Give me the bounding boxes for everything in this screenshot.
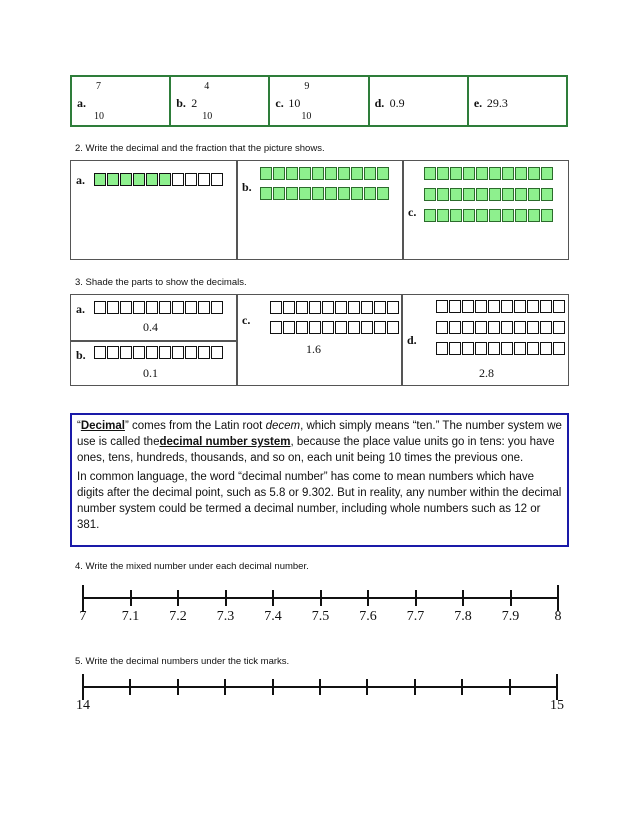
tenth-square <box>514 300 526 313</box>
tenth-square <box>133 173 145 186</box>
tenth-square <box>489 188 501 201</box>
end-tick <box>557 585 559 611</box>
denominator: 10 <box>301 111 312 122</box>
term-decimal: Decimal <box>80 420 125 432</box>
tenth-square <box>312 187 324 200</box>
whole-number: 10 <box>288 96 301 110</box>
tenth-square <box>514 342 526 355</box>
tick-mark <box>130 590 132 606</box>
info-paragraph-1: “Decimal” comes from the Latin root decem, which simply means “ten.” The number system we use is called thedecimal number system, because the place value units go in tens: you have ones, tens, hundreds, thousands, and so on, each unit being 10 times the previous one. <box>77 420 562 464</box>
tick-label: 15 <box>550 698 564 713</box>
tenth-square <box>273 187 285 200</box>
tenth-square <box>540 321 552 334</box>
tick-label: 7.4 <box>264 609 282 624</box>
divider <box>70 340 237 342</box>
tenth-square <box>172 173 184 186</box>
tenth-square <box>462 321 474 334</box>
tenth-square <box>437 188 449 201</box>
tenth-square <box>387 321 399 334</box>
decimal-value: 0.9 <box>389 96 405 110</box>
tenth-square <box>185 173 197 186</box>
denominator: 10 <box>202 111 213 122</box>
tenth-square <box>476 167 488 180</box>
item-label: c. <box>242 313 251 327</box>
tenth-square <box>172 346 184 359</box>
tenth-square <box>528 167 540 180</box>
tenth-square <box>377 167 389 180</box>
tenth-square <box>502 188 514 201</box>
decimal-value: 2.8 <box>479 366 494 380</box>
tick-mark <box>224 679 226 695</box>
tenth-square <box>476 209 488 222</box>
decimal-info-box <box>70 413 569 547</box>
section3-instruction: 3. Shade the parts to show the decimals. <box>75 277 247 288</box>
tenth-square <box>322 321 334 334</box>
tick-label: 7.9 <box>501 609 520 624</box>
tenth-square <box>541 188 553 201</box>
tenth-square <box>296 301 308 314</box>
decimal-strip <box>270 301 400 314</box>
tenth-square <box>475 342 487 355</box>
section1-cell-d <box>370 77 469 125</box>
tenth-square <box>211 301 223 314</box>
tenth-square <box>541 209 553 222</box>
tenth-square <box>541 167 553 180</box>
tick-label: 7.7 <box>406 609 425 624</box>
tick-mark <box>462 590 464 606</box>
tenth-square <box>146 173 158 186</box>
tenth-square <box>463 209 475 222</box>
tenth-square <box>374 301 386 314</box>
section1-table <box>70 75 568 127</box>
tenth-square <box>361 301 373 314</box>
tenth-square <box>107 346 119 359</box>
tenth-square <box>325 167 337 180</box>
tick-mark <box>320 590 322 606</box>
tenth-square <box>286 167 298 180</box>
tenth-square <box>424 209 436 222</box>
decimal-strip <box>424 167 554 180</box>
term-decimal-system: decimal number system <box>159 436 291 448</box>
tenth-square <box>260 187 272 200</box>
tenth-square <box>94 173 106 186</box>
tenth-square <box>463 167 475 180</box>
tenth-square <box>449 342 461 355</box>
item-label: b. <box>242 180 252 194</box>
decimal-strip <box>436 321 566 334</box>
tenth-square <box>120 346 132 359</box>
tenth-square <box>374 321 386 334</box>
tenth-square <box>299 167 311 180</box>
tenth-square <box>94 346 106 359</box>
tenth-square <box>449 321 461 334</box>
cell-label: d. <box>374 96 385 110</box>
tenth-square <box>348 321 360 334</box>
cell-label: a. <box>77 96 86 110</box>
tenth-square <box>270 321 282 334</box>
tenth-square <box>515 188 527 201</box>
tenth-square <box>120 301 132 314</box>
tenth-square <box>211 173 223 186</box>
decimal-strip <box>94 301 224 314</box>
tenth-square <box>325 187 337 200</box>
tick-label: 7.6 <box>359 609 377 624</box>
section5-instruction: 5. Write the decimal numbers under the tick marks. <box>75 656 290 667</box>
tick-mark <box>129 679 131 695</box>
divider <box>401 294 403 386</box>
tick-mark <box>225 590 227 606</box>
tenth-square <box>364 167 376 180</box>
tenth-square <box>185 301 197 314</box>
decimal-strip <box>260 187 390 200</box>
tenth-square <box>107 173 119 186</box>
section1-cell-b <box>171 77 270 125</box>
tenth-square <box>515 209 527 222</box>
tenth-square <box>338 167 350 180</box>
tick-label: 14 <box>76 698 90 713</box>
divider <box>402 160 404 260</box>
tenth-square <box>449 300 461 313</box>
tenth-square <box>94 301 106 314</box>
tenth-square <box>437 167 449 180</box>
tick-mark <box>272 590 274 606</box>
section1-cell-e <box>469 77 566 125</box>
cell-label: c. <box>275 96 284 110</box>
tenth-square <box>450 188 462 201</box>
item-label: b. <box>76 348 86 362</box>
tenth-square <box>159 346 171 359</box>
tenth-square <box>159 301 171 314</box>
tenth-square <box>185 346 197 359</box>
tenth-square <box>437 209 449 222</box>
tick-label: 7.5 <box>311 609 330 624</box>
tenth-square <box>488 342 500 355</box>
decimal-strip <box>424 209 554 222</box>
tenth-square <box>146 346 158 359</box>
tick-mark <box>367 590 369 606</box>
end-tick <box>82 674 84 700</box>
tenth-square <box>335 301 347 314</box>
end-tick <box>82 585 84 611</box>
tenth-square <box>172 301 184 314</box>
tenth-square <box>514 321 526 334</box>
decimal-value: 1.6 <box>306 342 321 356</box>
tick-mark <box>177 590 179 606</box>
tenth-square <box>462 300 474 313</box>
tenth-square <box>299 187 311 200</box>
tenth-square <box>377 187 389 200</box>
tenth-square <box>198 173 210 186</box>
tenth-square <box>527 321 539 334</box>
tenth-square <box>515 167 527 180</box>
tenth-square <box>450 167 462 180</box>
tick-label: 7 <box>79 609 87 624</box>
decimal-strip <box>94 173 224 186</box>
tenth-square <box>351 187 363 200</box>
tenth-square <box>133 301 145 314</box>
cell-label: e. <box>473 96 483 110</box>
tenth-square <box>502 209 514 222</box>
tenth-square <box>338 187 350 200</box>
tenth-square <box>159 173 171 186</box>
tenth-square <box>424 167 436 180</box>
tick-mark <box>510 590 512 606</box>
tenth-square <box>107 301 119 314</box>
whole-number: 2 <box>191 96 198 110</box>
tenth-square <box>489 209 501 222</box>
tenth-square <box>488 300 500 313</box>
tenth-square <box>309 301 321 314</box>
tenth-square <box>133 346 145 359</box>
tenth-square <box>540 300 552 313</box>
tenth-square <box>364 187 376 200</box>
cell-label: b. <box>176 96 186 110</box>
tenth-square <box>436 342 448 355</box>
tenth-square <box>309 321 321 334</box>
tenth-square <box>553 300 565 313</box>
tenth-square <box>296 321 308 334</box>
decimal-strip <box>436 300 566 313</box>
tick-label: 7.3 <box>216 609 235 624</box>
decimal-strip <box>260 167 390 180</box>
tenth-square <box>120 173 132 186</box>
numerator: 7 <box>96 81 101 92</box>
tick-mark <box>177 679 179 695</box>
tenth-square <box>501 342 513 355</box>
tick-label: 7.8 <box>454 609 472 624</box>
tenth-square <box>146 301 158 314</box>
tick-mark <box>415 590 417 606</box>
tenth-square <box>553 321 565 334</box>
tick-mark <box>366 679 368 695</box>
tenth-square <box>528 209 540 222</box>
item-label: a. <box>76 173 85 187</box>
tenth-square <box>488 321 500 334</box>
decimal-value: 29.3 <box>486 96 508 110</box>
item-label: d. <box>407 333 417 347</box>
tenth-square <box>198 346 210 359</box>
decimal-strip <box>94 346 224 359</box>
denominator: 10 <box>94 111 104 122</box>
tick-label: 7.2 <box>169 609 187 624</box>
tenth-square <box>502 167 514 180</box>
tenth-square <box>462 342 474 355</box>
tenth-square <box>348 301 360 314</box>
tick-mark <box>414 679 416 695</box>
item-label: a. <box>76 302 85 316</box>
tenth-square <box>270 301 282 314</box>
tenth-square <box>211 346 223 359</box>
decimal-strip <box>270 321 400 334</box>
tick-mark <box>461 679 463 695</box>
tick-mark <box>319 679 321 695</box>
section1-cell-c <box>270 77 369 125</box>
section2-instruction: 2. Write the decimal and the fraction that the picture shows. <box>75 143 325 154</box>
tenth-square <box>283 301 295 314</box>
tenth-square <box>475 300 487 313</box>
tenth-square <box>528 188 540 201</box>
tenth-square <box>489 167 501 180</box>
tenth-square <box>475 321 487 334</box>
divider <box>236 160 238 260</box>
tenth-square <box>335 321 347 334</box>
tenth-square <box>283 321 295 334</box>
numerator: 4 <box>204 81 210 92</box>
tenth-square <box>351 167 363 180</box>
tenth-square <box>424 188 436 201</box>
end-tick <box>556 674 558 700</box>
tick-mark <box>509 679 511 695</box>
tenth-square <box>450 209 462 222</box>
tenth-square <box>286 187 298 200</box>
section4-instruction: 4. Write the mixed number under each decimal number. <box>75 561 309 572</box>
decimal-strip <box>424 188 554 201</box>
section1-cell-a <box>72 77 171 125</box>
tenth-square <box>501 300 513 313</box>
numerator: 9 <box>304 81 310 92</box>
latin-root: decem <box>265 420 301 432</box>
item-label: c. <box>408 205 417 219</box>
decimal-strip <box>436 342 566 355</box>
tenth-square <box>527 342 539 355</box>
tenth-square <box>198 301 210 314</box>
tenth-square <box>540 342 552 355</box>
tenth-square <box>463 188 475 201</box>
tenth-square <box>436 321 448 334</box>
tenth-square <box>527 300 539 313</box>
decimal-value: 0.4 <box>143 320 158 334</box>
tenth-square <box>476 188 488 201</box>
tenth-square <box>501 321 513 334</box>
info-paragraph-2: In common language, the word “decimal number” has come to mean numbers which have digits after the decimal point, such as 5.8 or 9.302. But in reality, any number within the decimal number system could be termed a decimal number, including whole numbers such as 12 or 381. <box>77 471 562 531</box>
tick-label: 7.1 <box>121 609 140 624</box>
tick-label: 8 <box>554 609 562 624</box>
decimal-value: 0.1 <box>143 366 158 380</box>
tenth-square <box>436 300 448 313</box>
tenth-square <box>387 301 399 314</box>
tenth-square <box>273 167 285 180</box>
tenth-square <box>553 342 565 355</box>
tenth-square <box>312 167 324 180</box>
tenth-square <box>260 167 272 180</box>
tenth-square <box>361 321 373 334</box>
tenth-square <box>322 301 334 314</box>
tick-mark <box>272 679 274 695</box>
